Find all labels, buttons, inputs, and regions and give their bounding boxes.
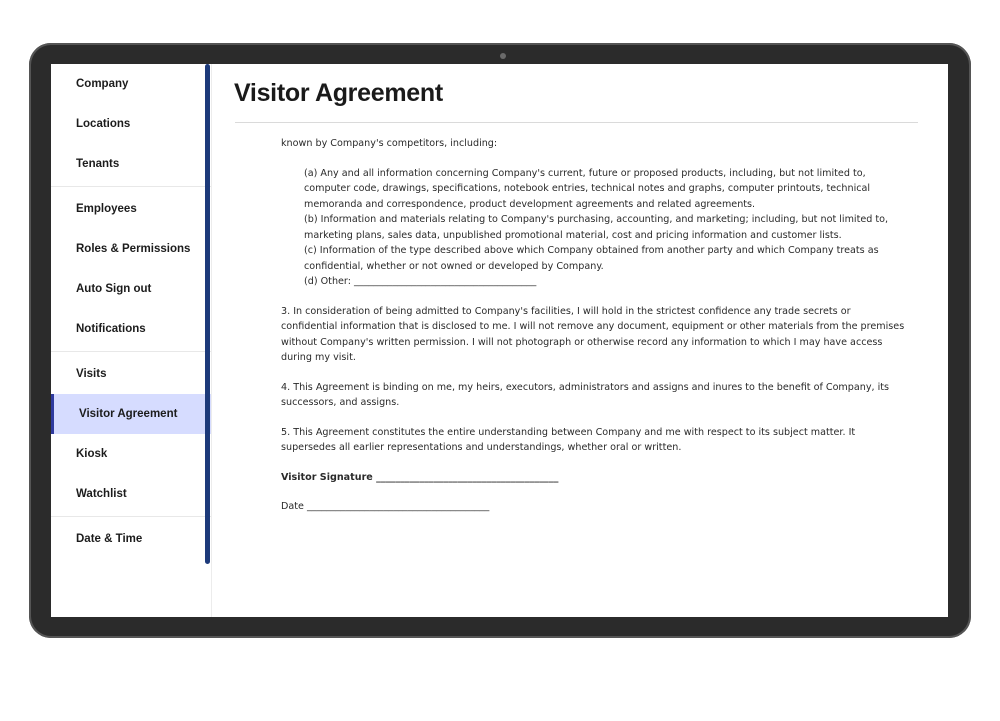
agreement-item-a: (a) Any and all information concerning Company's current, future or proposed products, including, but not limited to, computer code, drawings, specifications, notebook entries, technical notes and graphs, computer printouts, technical memoranda and correspondence, product development agreements and related agreements. (304, 167, 871, 210)
sidebar-group-people (51, 187, 211, 352)
sidebar-item-roles-permissions[interactable]: Roles & Permissions (76, 243, 191, 255)
sidebar-group-visits (51, 352, 211, 517)
sidebar-item-company[interactable]: Company (76, 78, 129, 90)
agreement-clause-5: 5. This Agreement constitutes the entire understanding between Company and me with respect to its subject matter. It supersedes all earlier representations and understandings, whether oral or written. (281, 426, 856, 453)
agreement-item-list (281, 166, 906, 290)
sidebar-item-watchlist[interactable]: Watchlist (76, 488, 127, 500)
sidebar-item-notifications[interactable]: Notifications (76, 323, 146, 335)
sidebar-item-tenants[interactable]: Tenants (76, 158, 120, 170)
screen (51, 64, 948, 617)
sidebar (51, 64, 212, 617)
agreement-document (281, 136, 906, 529)
sidebar-group-system (51, 517, 211, 559)
agreement-clause-4: 4. This Agreement is binding on me, my heirs, executors, administrators and assigns and inures to the benefit of Company, its successors, and assigns. (281, 381, 890, 408)
agreement-intro: known by Company's competitors, including: (281, 138, 498, 149)
agreement-item-c: (c) Information of the type described above which Company obtained from another party and which Company treats as confidential, whether or not owned or developed by Company. (304, 245, 879, 272)
sidebar-group-organization (51, 64, 211, 187)
date-line: Date ______________________________________ (281, 501, 490, 512)
sidebar-item-visits[interactable]: Visits (76, 368, 107, 380)
visitor-signature-line: Visitor Signature ______________________________________ (281, 471, 559, 483)
agreement-item-b: (b) Information and materials relating to Company's purchasing, accounting, and marketing; including, but not limited to, marketing plans, sales data, unpublished promotional material, cost and pricing information and customer lists. (304, 214, 889, 241)
sidebar-item-auto-sign-out[interactable]: Auto Sign out (76, 283, 152, 295)
sidebar-item-locations[interactable]: Locations (76, 118, 131, 130)
camera-dot (500, 53, 506, 59)
tablet-frame (29, 43, 971, 638)
agreement-clause-3: 3. In consideration of being admitted to Company's facilities, I will hold in the strictest confidence any trade secrets or confidential information that is disclosed to me. I will not remove any document, equipment or other materials from the premises without Company's written permission. I will not photograph or otherwise record any information to which I may have access during my visit. (281, 305, 905, 363)
sidebar-scrollbar[interactable] (205, 64, 210, 564)
sidebar-item-employees[interactable]: Employees (76, 203, 137, 215)
sidebar-item-kiosk[interactable]: Kiosk (76, 448, 108, 460)
main-content (211, 64, 948, 617)
sidebar-item-date-time[interactable]: Date & Time (76, 533, 143, 545)
page-title: Visitor Agreement (234, 79, 443, 107)
sidebar-item-visitor-agreement[interactable]: Visitor Agreement (51, 394, 211, 434)
title-divider (235, 122, 918, 123)
agreement-item-d: (d) Other: ______________________________________ (304, 276, 537, 287)
